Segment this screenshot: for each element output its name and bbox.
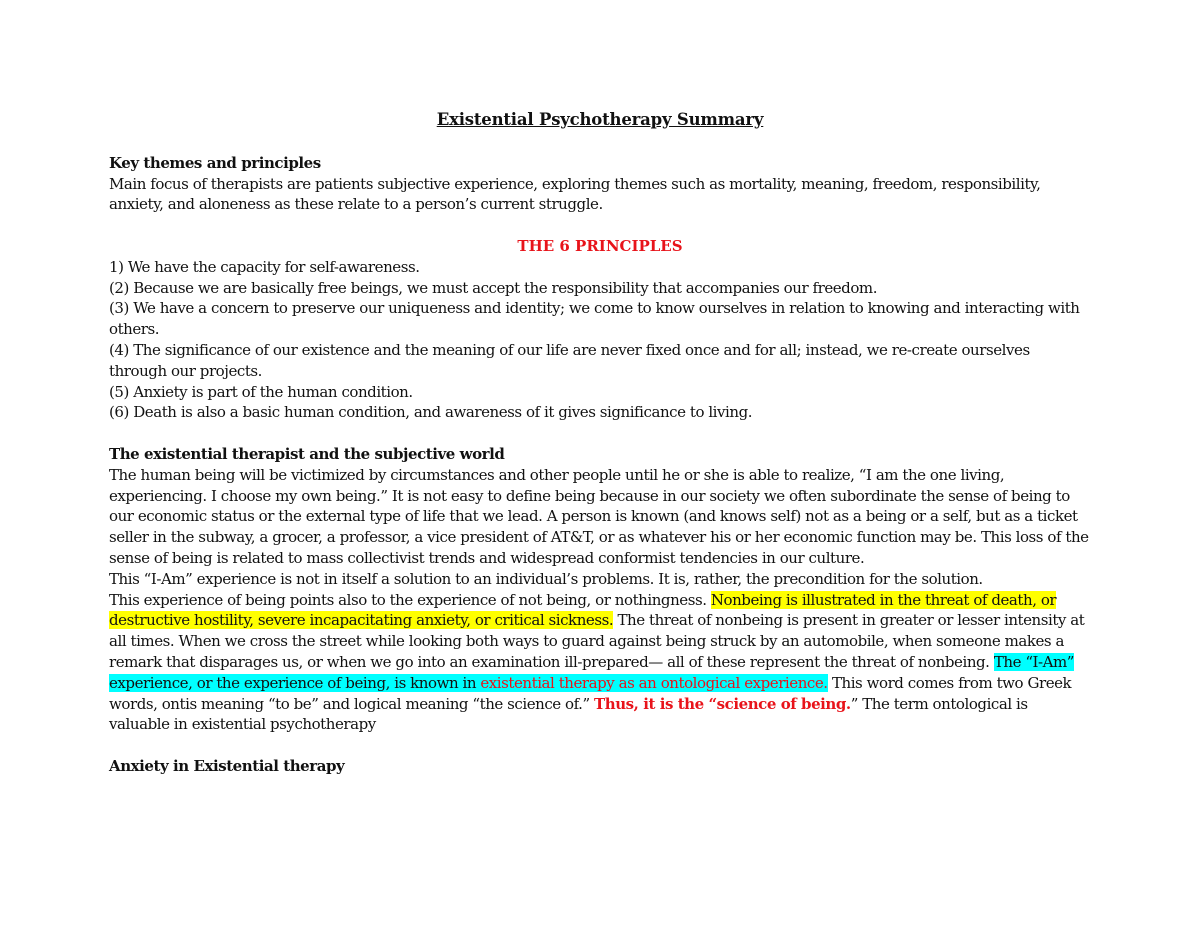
ontological-valuable-text: ” The term ontological is valuable in existential psychotherapy	[109, 694, 1028, 734]
subjective-world-paragraph-3	[109, 590, 1091, 736]
principle-item-1: 1) We have the capacity for self-awareness.	[109, 257, 420, 276]
ontological-experience-highlight: existential therapy as an ontological experience.	[480, 673, 828, 692]
principles-heading: THE 6 PRINCIPLES	[517, 236, 683, 255]
document-title: Existential Psychotherapy Summary	[436, 110, 764, 129]
greek-words-text: This word comes from two Greek words, ontis meaning “to be” and logical meaning “the science of.”	[109, 673, 1072, 713]
spacer	[109, 423, 1091, 444]
principle-item-2: (2) Because we are basically free beings, we must accept the responsibility that accompanies our freedom.	[109, 278, 878, 297]
subjective-world-paragraph-2: This “I-Am” experience is not in itself a solution to an individual’s problems. It is, rather, the precondition for the solution.	[109, 569, 983, 588]
document-page	[109, 110, 1091, 777]
subjective-world-paragraph-1: The human being will be victimized by circumstances and other people until he or she is able to realize, “I am the one living, experiencing. I choose my own being.” It is not easy to define being because in our society we often subordinate the sense of being to our economic status or the external type of life that we lead. A person is known (and knows self) not as a being or a self, but as a ticket seller in the subway, a grocer, a professor, a vice president of AT&T, or as whatever his or her economic function may be. This loss of the sense of being is related to mass collectivist trends and widespread conformist tendencies in our culture.	[109, 465, 1089, 567]
principle-item-6: (6) Death is also a basic human condition, and awareness of it gives significance to living.	[109, 403, 753, 422]
threat-of-nonbeing-text: The threat of nonbeing is present in greater or lesser intensity at all times. When we cross the street while looking both ways to guard against being struck by an automobile, when someone makes a remark that disparages us, or when we go into an examination ill-prepared— all of these represent the threat of nonbeing.	[109, 611, 1085, 671]
science-of-being-emphasis: Thus, it is the “science of being.	[594, 694, 851, 713]
spacer	[109, 735, 1091, 756]
principle-item-3: (3) We have a concern to preserve our uniqueness and identity; we come to know ourselves in relation to knowing and interacting with others.	[109, 299, 1080, 339]
key-themes-heading: Key themes and principles	[109, 153, 321, 172]
key-themes-body: Main focus of therapists are patients subjective experience, exploring themes such as mortality, meaning, freedom, responsibility, anxiety, and aloneness as these relate to a person’s current struggle.	[109, 174, 1041, 214]
i-am-highlight: The “I-Am” experience, or the experience of being, is known in	[109, 652, 1075, 692]
nothingness-sentence: This experience of being points also to the experience of not being, or nothingness.	[109, 590, 711, 609]
subjective-world-heading: The existential therapist and the subjective world	[109, 444, 505, 463]
spacer	[109, 215, 1091, 236]
nonbeing-highlight: Nonbeing is illustrated in the threat of death, or destructive hostility, severe incapacitating anxiety, or critical sickness.	[109, 590, 1057, 630]
principle-item-5: (5) Anxiety is part of the human condition.	[109, 382, 413, 401]
principle-item-4: (4) The significance of our existence and the meaning of our life are never fixed once and for all; instead, we re-create ourselves through our projects.	[109, 340, 1030, 380]
anxiety-heading: Anxiety in Existential therapy	[109, 756, 345, 775]
